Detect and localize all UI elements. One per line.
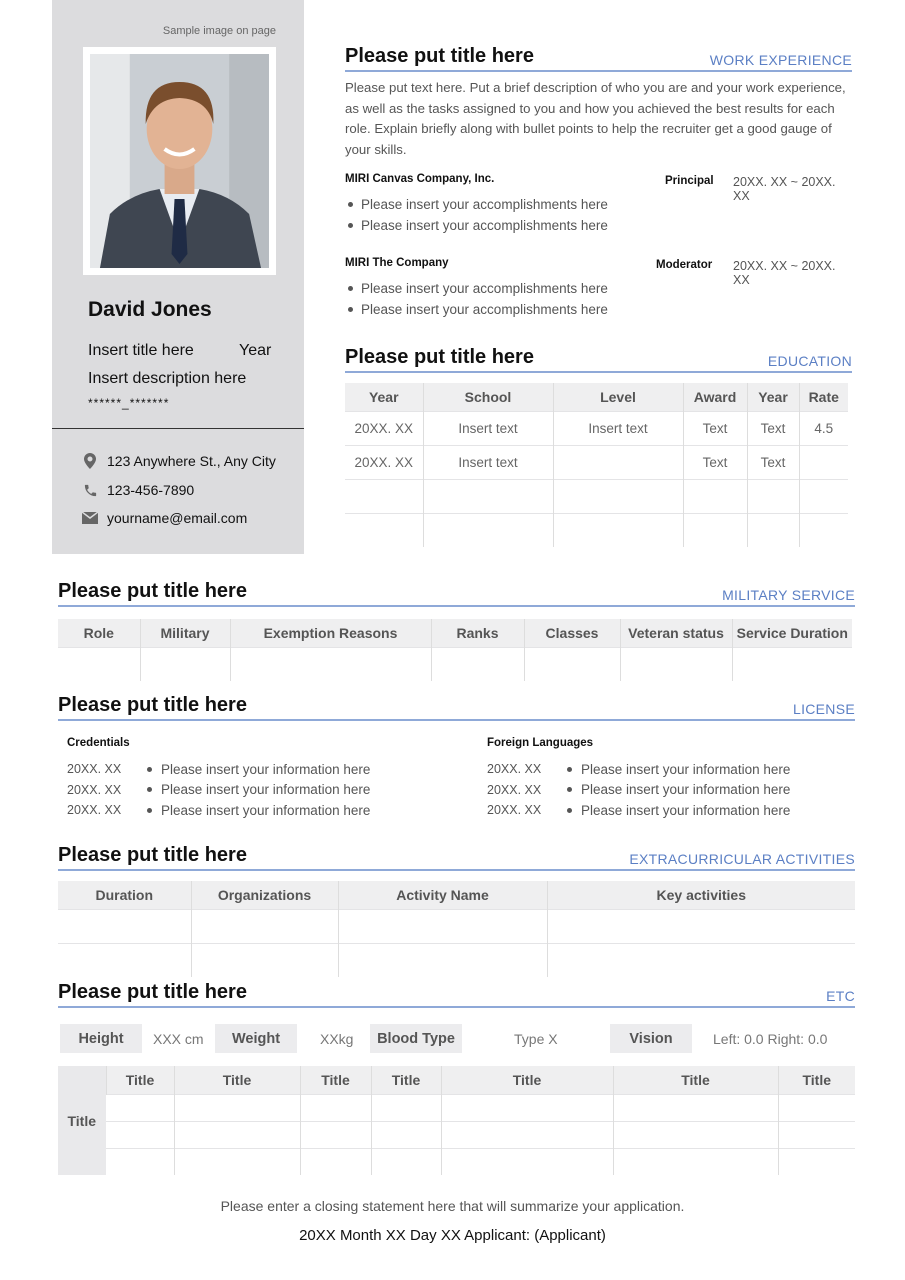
table-cell: Text: [747, 445, 799, 479]
license-column: [67, 737, 370, 821]
column-header: Key activities: [547, 881, 855, 909]
company-name: MIRI The Company: [345, 257, 449, 269]
table-row: [58, 1094, 855, 1121]
bullet-item: Please insert your accomplishments here: [348, 215, 608, 236]
military-table: [58, 619, 852, 681]
section-tag: EDUCATION: [767, 353, 852, 369]
item-text: Please insert your information here: [581, 761, 791, 777]
table-row: [58, 1121, 855, 1148]
table-cell: [345, 479, 423, 513]
table-cell: Text: [683, 411, 747, 445]
section-tag: WORK EXPERIENCE: [709, 52, 852, 68]
column-header: Title: [106, 1066, 174, 1094]
item-date: 20XX. XX: [487, 782, 542, 797]
extracurricular-section: [58, 844, 855, 977]
item-date: 20XX. XX: [487, 803, 542, 818]
column-heading: Credentials: [67, 737, 130, 749]
section-header: [58, 981, 855, 1008]
table-cell: [613, 1121, 778, 1148]
item-text: Please insert your information here: [161, 761, 371, 777]
section-tag: ETC: [826, 988, 855, 1004]
column-header: Title: [441, 1066, 613, 1094]
table-cell: [778, 1094, 855, 1121]
candidate-name: David Jones: [88, 298, 212, 321]
table-cell: [778, 1121, 855, 1148]
column-heading: Foreign Languages: [487, 737, 594, 749]
table-row: [345, 411, 848, 445]
address-text: 123 Anywhere St., Any City: [107, 453, 276, 469]
item-date: 20XX. XX: [487, 762, 542, 777]
etc-table: [58, 1066, 855, 1175]
vision-value: Left: 0.0 Right: 0.0: [713, 1030, 828, 1047]
job-role: Principal: [665, 175, 714, 187]
table-cell: [553, 445, 683, 479]
bullet-list: [348, 278, 608, 320]
bullet-icon: [567, 808, 572, 813]
column-header: Exemption Reasons: [230, 619, 431, 647]
table-cell: [747, 513, 799, 547]
table-cell: [174, 1148, 300, 1175]
column-header: Duration: [58, 881, 191, 909]
job-dates: 20XX. XX ~ 20XX. XX: [733, 259, 836, 287]
section-header: [58, 844, 855, 871]
license-item: [487, 800, 790, 821]
column-header: Service Duration: [732, 619, 852, 647]
table-cell: [174, 1121, 300, 1148]
masked-text: ******_*******: [88, 396, 170, 410]
etc-section: [58, 981, 855, 1008]
bullet-icon: [567, 767, 572, 772]
table-cell: [423, 513, 553, 547]
job-role: Moderator: [656, 259, 713, 271]
company-name: MIRI Canvas Company, Inc.: [345, 173, 495, 185]
candidate-title: Insert title here: [88, 342, 194, 359]
column-header: Title: [174, 1066, 300, 1094]
bullet-icon: [147, 787, 152, 792]
vision-label: Vision: [610, 1024, 692, 1053]
row-header: Title: [58, 1066, 106, 1175]
table-cell: Insert text: [553, 411, 683, 445]
table-cell: [613, 1148, 778, 1175]
table-cell: [799, 445, 848, 479]
job-entry: [345, 250, 852, 334]
job-entry: [345, 166, 852, 250]
license-item: [67, 780, 370, 801]
column-header: Title: [778, 1066, 855, 1094]
item-text: Please insert your information here: [161, 782, 371, 798]
table-cell: [106, 1121, 174, 1148]
table-cell: [300, 1121, 371, 1148]
table-cell: [553, 513, 683, 547]
mail-icon: [82, 510, 98, 526]
section-header: [58, 580, 855, 607]
work-description: Please put text here. Put a brief description of who you are and your work experience, as well as the tasks assigned to you and how you achieved the best results for each role. Explain briefly along with bullet points to help the recruiter get a good gauge of your skills.: [345, 80, 846, 157]
item-text: Please insert your information here: [161, 802, 371, 818]
phone-text: 123-456-7890: [107, 482, 195, 498]
contact-phone: [82, 482, 194, 498]
item-date: 20XX. XX: [67, 762, 122, 777]
table-cell: [441, 1094, 613, 1121]
blood-type-label: Blood Type: [370, 1024, 462, 1053]
column-header: Title: [371, 1066, 441, 1094]
column-header: Military: [140, 619, 230, 647]
license-item: [487, 759, 790, 780]
section-title: Please put title here: [58, 981, 247, 1003]
bullet-item: Please insert your accomplishments here: [348, 278, 608, 299]
bullet-icon: [567, 787, 572, 792]
table-cell: Text: [683, 445, 747, 479]
license-item: [487, 780, 790, 801]
column-header: School: [423, 383, 553, 411]
item-text: Please insert your information here: [581, 782, 791, 798]
table-cell: [345, 513, 423, 547]
profile-sidebar: [52, 0, 304, 554]
column-header: Organizations: [191, 881, 338, 909]
section-header: [58, 694, 855, 721]
table-cell: [371, 1121, 441, 1148]
table-cell: [423, 479, 553, 513]
section-tag: MILITARY SERVICE: [722, 587, 855, 603]
table-cell: [441, 1148, 613, 1175]
table-cell: [300, 1094, 371, 1121]
table-cell: [371, 1094, 441, 1121]
section-title: Please put title here: [58, 844, 247, 866]
column-header: Classes: [524, 619, 620, 647]
table-row: [345, 513, 848, 547]
bullet-icon: [147, 808, 152, 813]
section-tag: LICENSE: [792, 701, 855, 717]
table-cell: [106, 1094, 174, 1121]
bullet-item: Please insert your accomplishments here: [348, 194, 608, 215]
location-pin-icon: [82, 453, 98, 469]
table-cell: [683, 479, 747, 513]
education-section: [345, 346, 852, 547]
sample-caption: Sample image on page: [162, 25, 276, 37]
table-row: [58, 1148, 855, 1175]
item-date: 20XX. XX: [67, 782, 122, 797]
table-row: [58, 1066, 855, 1094]
column-header: Year: [345, 383, 423, 411]
table-row: [345, 479, 848, 513]
table-cell: [553, 479, 683, 513]
column-header: Title: [300, 1066, 371, 1094]
closing-statement: Please enter a closing statement here that will summarize your application.: [220, 1198, 685, 1214]
contact-email: [82, 510, 247, 526]
table-cell: [799, 479, 848, 513]
column-header: Title: [613, 1066, 778, 1094]
license-item: [67, 800, 370, 821]
phone-icon: [82, 482, 98, 498]
section-header: [345, 45, 852, 72]
column-header: Award: [683, 383, 747, 411]
column-header: Ranks: [431, 619, 524, 647]
education-table: [345, 383, 848, 547]
bullet-icon: [147, 767, 152, 772]
height-value: XXX cm: [153, 1030, 204, 1047]
candidate-description: Insert description here: [88, 370, 247, 387]
column-header: Veteran status: [620, 619, 732, 647]
section-title: Please put title here: [345, 346, 534, 368]
work-experience-section: [345, 45, 852, 334]
table-row: [345, 445, 848, 479]
table-cell: Insert text: [423, 445, 553, 479]
license-section: [58, 694, 855, 821]
item-date: 20XX. XX: [67, 803, 122, 818]
table-cell: Insert text: [423, 411, 553, 445]
column-header: Level: [553, 383, 683, 411]
table-cell: Text: [747, 411, 799, 445]
table-cell: [300, 1148, 371, 1175]
profile-photo: [83, 47, 276, 275]
table-cell: 20XX. XX: [345, 411, 423, 445]
height-label: Height: [60, 1024, 142, 1053]
table-cell: [174, 1094, 300, 1121]
table-cell: [778, 1148, 855, 1175]
blood-type-value: Type X: [514, 1030, 558, 1047]
section-title: Please put title here: [58, 694, 247, 716]
table-cell: [747, 479, 799, 513]
column-header: Year: [747, 383, 799, 411]
extracurricular-table: [58, 881, 855, 977]
applicant-signature: 20XX Month XX Day XX Applicant: (Applicant): [299, 1227, 606, 1244]
divider: [52, 428, 304, 429]
military-service-section: [58, 580, 855, 681]
bullet-list: [348, 194, 608, 236]
table-cell: [371, 1148, 441, 1175]
table-cell: [441, 1121, 613, 1148]
column-header: Rate: [799, 383, 848, 411]
section-title: Please put title here: [58, 580, 247, 602]
table-cell: [683, 513, 747, 547]
section-title: Please put title here: [345, 45, 534, 67]
column-header: Activity Name: [338, 881, 547, 909]
column-header: Role: [58, 619, 140, 647]
weight-value: XXkg: [320, 1030, 354, 1047]
section-tag: EXTRACURRICULAR ACTIVITIES: [629, 851, 855, 867]
table-cell: [799, 513, 848, 547]
table-cell: [613, 1094, 778, 1121]
contact-address: [82, 453, 276, 469]
section-header: [345, 346, 852, 373]
title-year: Year: [239, 342, 272, 359]
job-dates: 20XX. XX ~ 20XX. XX: [733, 175, 836, 203]
bullet-item: Please insert your accomplishments here: [348, 299, 608, 320]
email-text: yourname@email.com: [107, 510, 248, 526]
license-column: [487, 737, 790, 821]
weight-label: Weight: [215, 1024, 297, 1053]
table-cell: 4.5: [799, 411, 848, 445]
table-cell: 20XX. XX: [345, 445, 423, 479]
table-cell: [106, 1148, 174, 1175]
license-item: [67, 759, 370, 780]
item-text: Please insert your information here: [581, 802, 791, 818]
